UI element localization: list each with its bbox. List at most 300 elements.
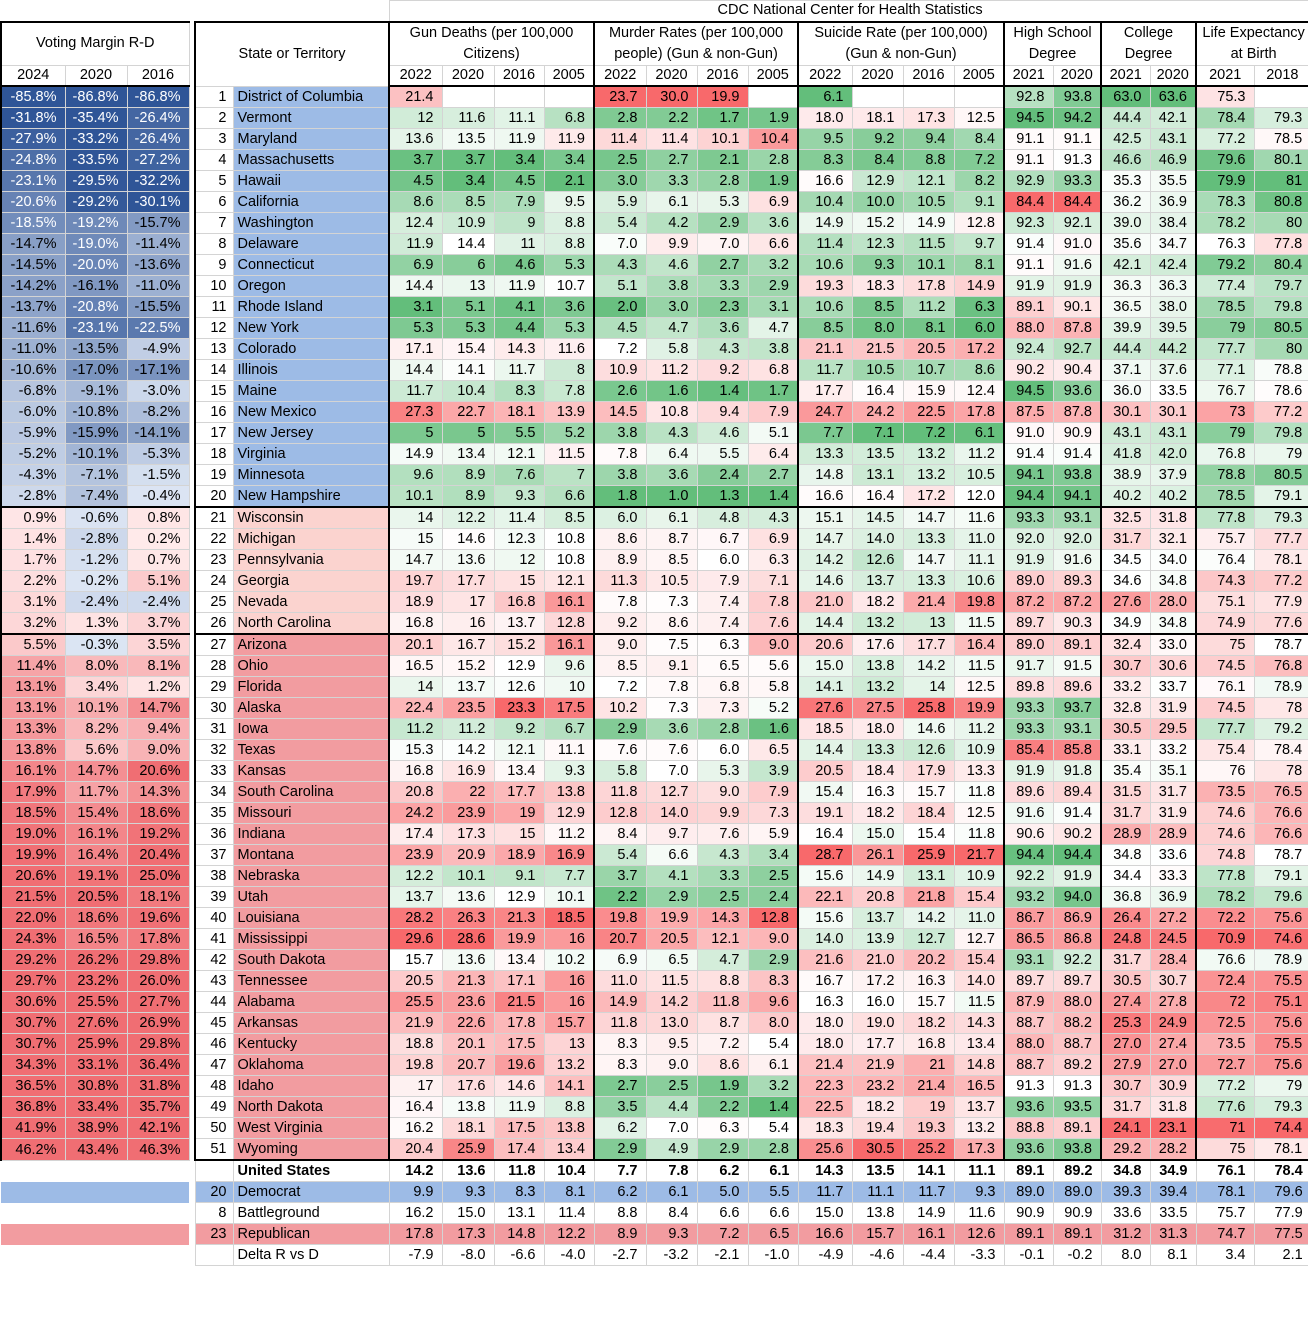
metric-cell: 21.8 [903,887,954,908]
metric-cell: 2.1 [544,171,594,192]
metric-cell: 18.4 [852,761,903,782]
metric-cell: 94.1 [1004,465,1053,486]
state-name-cell: Missouri [233,803,389,824]
summary-label: Republican [233,1224,389,1245]
metric-cell: 35.1 [1150,761,1196,782]
rank-cell: 1 [195,86,233,108]
summary-value: 78.1 [1196,1182,1254,1203]
metric-cell: 22.6 [442,1013,494,1034]
metric-cell: 14.2 [798,550,852,571]
metric-cell: 14.1 [442,360,494,381]
metric-cell: 72.5 [1196,1013,1254,1034]
metric-cell: 12.9 [544,803,594,824]
table-row [1,86,1308,108]
metric-cell: 7 [544,465,594,486]
college-header: College Degree [1101,22,1196,66]
metric-cell: 13.8 [852,656,903,677]
table-row [1,950,1308,971]
metric-cell: 14.1 [544,1076,594,1097]
metric-cell: 7.8 [594,592,646,613]
metric-cell: 13.3 [954,761,1004,782]
metric-cell: 19.3 [903,1118,954,1139]
state-name-cell: Texas [233,740,389,761]
summary-value: 8.0 [1101,1245,1150,1266]
summary-value: -0.1 [1004,1245,1053,1266]
metric-cell: 34.8 [1150,571,1196,592]
metric-cell: 14.2 [442,740,494,761]
metric-cell: 7.3 [697,698,748,719]
rank-cell: 15 [195,381,233,402]
metric-cell: 14.9 [852,866,903,887]
state-name-cell: New Jersey [233,423,389,444]
metric-cell: 19 [494,803,544,824]
summary-value: 11.1 [852,1182,903,1203]
metric-cell: 1.6 [748,719,798,740]
metric-cell: 12.7 [954,929,1004,950]
metric-cell: 33.0 [1150,634,1196,656]
metric-cell: 3.1 [389,297,442,318]
metric-cell: 8.6 [646,613,697,635]
vote-margin-cell: 9.0% [127,740,189,761]
metric-cell: 3.2 [748,255,798,276]
state-name-cell: Pennsylvania [233,550,389,571]
metric-cell: 10.9 [954,740,1004,761]
rank-cell: 30 [195,698,233,719]
metric-cell: 7.3 [748,803,798,824]
rank-cell: 33 [195,761,233,782]
vote-margin-cell: 26.0% [127,971,189,992]
summary-count: 20 [195,1182,233,1203]
metric-cell: 77.8 [1196,866,1254,887]
metric-cell: 13.8 [442,1097,494,1118]
metric-cell: 11.1 [954,550,1004,571]
metric-cell: 3.8 [594,423,646,444]
metric-cell: 13.7 [442,677,494,698]
metric-cell: 8.9 [442,465,494,486]
metric-cell: 86.7 [1004,908,1053,929]
metric-cell: 9.7 [954,234,1004,255]
rank-cell: 4 [195,150,233,171]
summary-value: 6.2 [697,1160,748,1182]
summary-value: 34.9 [1150,1160,1196,1182]
state-name-cell: Oregon [233,276,389,297]
metric-cell: 30.5 [1101,719,1150,740]
vote-margin-cell: -15.5% [127,297,189,318]
metric-cell: 27.6 [1101,592,1150,613]
summary-value: 9.3 [954,1182,1004,1203]
metric-cell: 2.7 [748,465,798,486]
metric-cell: 1.9 [697,1076,748,1097]
metric-cell: 92.2 [1053,950,1101,971]
table-row [1,929,1308,950]
metric-cell: 21.9 [389,1013,442,1034]
table-row [1,255,1308,276]
table-row [1,782,1308,803]
metric-cell: 9.6 [544,656,594,677]
metric-cell: 7.8 [544,381,594,402]
metric-cell: 34.8 [1150,613,1196,635]
metric-cell: 7.6 [697,824,748,845]
metric-cell: 81 [1254,171,1308,192]
metric-cell: 7.2 [903,423,954,444]
metric-cell [442,86,494,108]
metric-cell: 25.9 [442,1139,494,1161]
metric-cell: 6.6 [646,845,697,866]
metric-cell: 78.5 [1196,297,1254,318]
metric-cell: 19.8 [594,908,646,929]
metric-cell: 8.9 [442,486,494,508]
metric-cell: 91.1 [1053,129,1101,150]
metric-cell: 19.3 [798,276,852,297]
vote-margin-cell: -29.5% [65,171,127,192]
metric-cell: 93.5 [1053,1097,1101,1118]
metric-cell: 6.7 [544,719,594,740]
metric-cell: 91.9 [1004,276,1053,297]
metric-cell: 16.3 [903,971,954,992]
summary-row [1,1224,1308,1245]
rank-cell: 50 [195,1118,233,1139]
metric-cell: 91.8 [1053,761,1101,782]
metric-cell: 34.4 [1101,866,1150,887]
metric-cell: 31.7 [1101,1097,1150,1118]
table-row [1,740,1308,761]
metric-cell: 9.1 [954,192,1004,213]
metric-cell: 77.9 [1254,592,1308,613]
metric-cell: 79.3 [1254,507,1308,529]
metric-cell: 17.2 [903,486,954,508]
metric-cell: 74.8 [1196,845,1254,866]
metric-cell: 3.7 [594,866,646,887]
metric-cell: 13.6 [442,887,494,908]
rank-cell: 42 [195,950,233,971]
metric-cell: 94.5 [1004,381,1053,402]
metric-cell: 7.3 [646,592,697,613]
state-name-cell: Nevada [233,592,389,613]
metric-cell: 15 [494,571,544,592]
metric-cell: 35.3 [1101,171,1150,192]
metric-cell: 89.6 [1004,782,1053,803]
table-row [1,1118,1308,1139]
year-header: 2005 [954,65,1004,86]
metric-cell: 12.2 [442,507,494,529]
table-row [1,529,1308,550]
vote-margin-cell: -24.8% [1,150,65,171]
metric-cell: 4.7 [748,318,798,339]
metric-cell: 16.4 [954,634,1004,656]
metric-cell: 14.6 [494,1076,544,1097]
metric-cell: 20.5 [389,971,442,992]
metric-cell: 8.3 [798,150,852,171]
metric-cell: 8.8 [697,971,748,992]
table-row [1,719,1308,740]
metric-cell: 12.5 [954,108,1004,129]
metric-cell: 19.6 [494,1055,544,1076]
vote-margin-cell: 8.1% [127,656,189,677]
metric-cell: 14.9 [903,213,954,234]
metric-cell: 78 [1254,761,1308,782]
summary-value: 90.9 [1053,1203,1101,1224]
metric-cell: 15.2 [442,656,494,677]
metric-cell: 20.2 [903,950,954,971]
metric-cell: 7.0 [646,761,697,782]
metric-cell: 12.8 [594,803,646,824]
table-row [1,381,1308,402]
metric-cell: 10.2 [544,950,594,971]
metric-cell: 75.4 [1196,740,1254,761]
metric-cell: 25.3 [1101,1013,1150,1034]
state-name-cell: Maine [233,381,389,402]
state-name-cell: Florida [233,677,389,698]
metric-cell: 14.5 [852,507,903,529]
metric-cell: 38.9 [1101,465,1150,486]
metric-cell: 20.9 [442,845,494,866]
metric-cell: 30.7 [1101,1076,1150,1097]
metric-cell: 74.9 [1196,613,1254,635]
metric-cell: 14.0 [852,529,903,550]
summary-value: 77.9 [1254,1203,1308,1224]
vote-margin-cell: -17.0% [65,360,127,381]
metric-cell: 7.9 [748,782,798,803]
metric-cell: 4.5 [494,171,544,192]
summary-value: -4.0 [544,1245,594,1266]
metric-cell: 13.3 [903,571,954,592]
vote-margin-cell: -33.2% [65,129,127,150]
metric-cell: 21.3 [494,908,544,929]
metric-cell: 6.9 [594,950,646,971]
metric-cell: 8.1 [903,318,954,339]
metric-cell: 2.9 [748,950,798,971]
metric-cell: 13.4 [494,950,544,971]
metric-cell: 43.1 [1150,423,1196,444]
vote-margin-cell: -20.8% [65,297,127,318]
metric-cell: 27.0 [1150,1055,1196,1076]
vote-margin-cell: 26.9% [127,1013,189,1034]
metric-cell: 17.8 [903,276,954,297]
summary-value: 77.5 [1254,1224,1308,1245]
state-name-cell: Virginia [233,444,389,465]
vote-margin-cell: -30.1% [127,192,189,213]
metric-cell: 5.6 [748,656,798,677]
summary-value: 3.4 [1196,1245,1254,1266]
summary-value: 12.2 [544,1224,594,1245]
metric-cell: 13.4 [442,444,494,465]
metric-cell [852,86,903,108]
metric-cell: 3.6 [544,297,594,318]
vote-margin-cell: -23.1% [1,171,65,192]
metric-cell: 91.3 [1053,150,1101,171]
metric-cell: 11.0 [954,908,1004,929]
year-header: 2020 [442,65,494,86]
metric-cell: 19.9 [646,908,697,929]
metric-cell: 94.4 [1004,486,1053,508]
rank-cell: 44 [195,992,233,1013]
year-header: 2021 [1101,65,1150,86]
metric-cell: 89.4 [1053,782,1101,803]
summary-value: 34.8 [1101,1160,1150,1182]
metric-cell: 11.2 [442,719,494,740]
metric-cell: 20.5 [903,339,954,360]
metric-cell: 15 [389,529,442,550]
state-name-cell: Washington [233,213,389,234]
metric-cell: 9 [494,213,544,234]
summary-value: 9.3 [442,1182,494,1203]
metric-cell: 10.7 [903,360,954,381]
vote-margin-cell: 27.6% [65,1013,127,1034]
metric-cell: 22.3 [798,1076,852,1097]
metric-cell: 11.0 [954,529,1004,550]
table-row [1,1013,1308,1034]
metric-cell [494,86,544,108]
metric-cell: 92.7 [1053,339,1101,360]
metric-cell: 15.7 [544,1013,594,1034]
metric-cell: 86.5 [1004,929,1053,950]
metric-cell: 3.0 [646,297,697,318]
high-school-header: High School Degree [1004,22,1101,66]
summary-value: -2.1 [697,1245,748,1266]
metric-cell: 6.8 [544,108,594,129]
metric-cell: 6.6 [748,234,798,255]
metric-cell: 88.7 [1004,1013,1053,1034]
vote-margin-cell: 3.1% [1,592,65,613]
vote-margin-cell: -5.9% [1,423,65,444]
metric-cell: 5.2 [748,698,798,719]
summary-value: 11.6 [954,1203,1004,1224]
metric-cell: 5 [389,423,442,444]
metric-cell: 4.6 [494,255,544,276]
summary-value: 13.8 [852,1203,903,1224]
metric-cell: 78.7 [1254,845,1308,866]
metric-cell: 29.5 [1150,719,1196,740]
metric-cell: 39.0 [1101,213,1150,234]
vote-margin-cell: 13.3% [1,719,65,740]
metric-cell: 77.7 [1254,529,1308,550]
metric-cell: 94.5 [1004,108,1053,129]
metric-cell: 13 [442,276,494,297]
metric-cell: 10.5 [954,465,1004,486]
summary-value: 89.0 [1004,1182,1053,1203]
table-row [1,908,1308,929]
metric-cell: 6.8 [697,677,748,698]
metric-cell: 16.6 [798,171,852,192]
state-name-cell: Hawaii [233,171,389,192]
metric-cell: 90.4 [1053,360,1101,381]
metric-cell: 16.8 [389,613,442,635]
metric-cell: 14.8 [954,1055,1004,1076]
summary-value: 12.6 [954,1224,1004,1245]
metric-cell: 20.5 [646,929,697,950]
metric-cell: 9.2 [494,719,544,740]
metric-cell: 76.4 [1196,550,1254,571]
metric-cell: 2.1 [697,150,748,171]
metric-cell: 12.3 [852,234,903,255]
metric-cell: 77.2 [1196,129,1254,150]
metric-cell: 6.1 [646,192,697,213]
vote-margin-cell: 16.1% [65,824,127,845]
metric-cell: 7.2 [594,339,646,360]
metric-cell: 1.6 [646,381,697,402]
metric-cell: 15.7 [903,992,954,1013]
metric-cell: 17.8 [494,1013,544,1034]
metric-cell: 25.9 [903,845,954,866]
metric-cell: 76 [1196,761,1254,782]
state-name-cell: Michigan [233,529,389,550]
metric-cell: 2.5 [594,150,646,171]
vote-margin-cell: -10.1% [65,444,127,465]
metric-cell: 38.0 [1150,297,1196,318]
vote-margin-cell: 46.3% [127,1139,189,1161]
metric-cell: 36.5 [1101,297,1150,318]
metric-cell: 17.6 [442,1076,494,1097]
vote-margin-cell: -1.2% [65,550,127,571]
metric-cell: 1.9 [748,171,798,192]
metric-cell: 32.4 [1101,634,1150,656]
metric-cell: 91.9 [1004,550,1053,571]
metric-cell: 13 [903,613,954,635]
metric-cell: 78.1 [1254,1139,1308,1161]
metric-cell: 91.6 [1004,803,1053,824]
metric-cell: 90.2 [1004,360,1053,381]
metric-cell: 8.5 [798,318,852,339]
summary-value: 33.5 [1150,1203,1196,1224]
metric-cell: 11.4 [594,129,646,150]
metric-cell: 14.2 [903,656,954,677]
metric-cell: 23.2 [852,1076,903,1097]
metric-cell: 12.0 [954,486,1004,508]
metric-cell: 33.1 [1101,740,1150,761]
vote-margin-cell: 18.1% [127,887,189,908]
metric-cell: 75 [1196,1139,1254,1161]
table-row [1,677,1308,698]
table-row [1,761,1308,782]
metric-cell: 17.2 [954,339,1004,360]
metric-cell: 3.6 [748,213,798,234]
metric-cell: 80.5 [1254,318,1308,339]
vote-year-2020: 2020 [65,65,127,86]
metric-cell: 34.6 [1101,571,1150,592]
metric-cell: 75 [1196,634,1254,656]
metric-cell: 91.1 [1004,150,1053,171]
metric-cell: 11.5 [954,656,1004,677]
table-row [1,656,1308,677]
metric-cell: 84.4 [1004,192,1053,213]
vote-margin-cell: 19.2% [127,824,189,845]
vote-margin-cell: -13.5% [65,339,127,360]
metric-cell: 14.9 [389,444,442,465]
table-row [1,213,1308,234]
metric-cell: 1.4 [697,381,748,402]
summary-value: 13.5 [852,1160,903,1182]
year-header: 2005 [748,65,798,86]
metric-cell: 36.2 [1101,192,1150,213]
metric-cell: 2.8 [594,108,646,129]
metric-cell: 21.0 [798,592,852,613]
vote-margin-cell: -0.2% [65,571,127,592]
metric-cell: 23.1 [1150,1118,1196,1139]
metric-cell: 18.4 [903,803,954,824]
metric-cell: 92.9 [1004,171,1053,192]
spacer [65,1160,127,1182]
vote-margin-cell: 27.7% [127,992,189,1013]
summary-value: 33.6 [1101,1203,1150,1224]
metric-cell: 6.3 [697,634,748,656]
metric-cell: 13.3 [903,529,954,550]
metric-cell: 93.7 [1053,698,1101,719]
metric-cell: 23.7 [594,86,646,108]
metric-cell: 10.1 [697,129,748,150]
vote-margin-cell: 3.4% [65,677,127,698]
vote-margin-cell: 10.1% [65,698,127,719]
metric-cell: 63.0 [1101,86,1150,108]
